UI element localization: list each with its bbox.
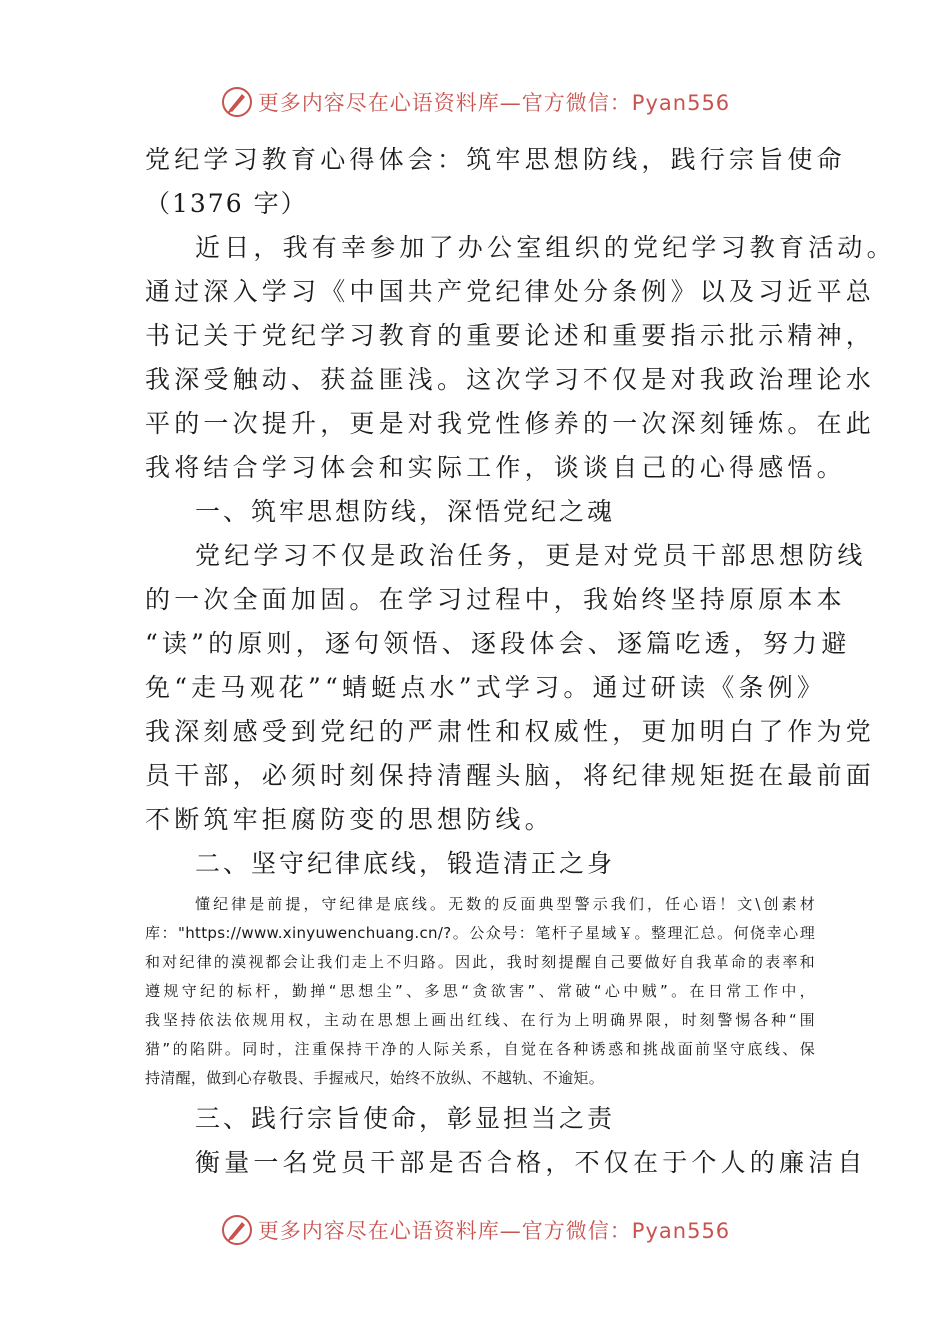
paragraph-line: 猎”的陷阱。同时，注重保持干净的人际关系，自觉在各种诱惑和挑战面前坚守底线、保 xyxy=(145,1040,815,1058)
section-1-paragraph xyxy=(145,534,876,842)
paragraph-line: 书记关于党纪学习教育的重要论述和重要指示批示精神， xyxy=(145,321,876,350)
paragraph-line: 我将结合学习体会和实际工作，谈谈自己的心得感悟。 xyxy=(145,453,846,482)
paragraph-line: 免“走马观花”“蜻蜓点水”式学习。通过研读《条例》 xyxy=(145,673,827,702)
document-title-wordcount: （1376 字） xyxy=(145,189,308,218)
paragraph-line: 党纪学习不仅是政治任务，更是对党员干部思想防线 xyxy=(195,541,867,570)
document-body xyxy=(145,138,896,1185)
paragraph-line: 和对纪律的漠视都会让我们走上不归路。因此，我时刻提醒自己要做好自我革命的表率和 xyxy=(145,953,815,971)
paragraph-line: 我深刻感受到党纪的严肃性和权威性，更加明白了作为党 xyxy=(145,717,876,746)
paragraph-line: 我深受触动、获益匪浅。这次学习不仅是对我政治理论水 xyxy=(145,365,876,394)
paragraph-line: “读”的原则，逐句领悟、逐段体会、逐篇吃透，努力避 xyxy=(145,629,851,658)
paragraph-line: 通过深入学习《中国共产党纪律处分条例》以及习近平总 xyxy=(145,277,876,306)
pen-circle-icon xyxy=(220,1213,254,1247)
footer-banner xyxy=(0,1208,950,1252)
pen-circle-icon xyxy=(220,85,254,119)
paragraph-line: 库："https://www.xinyuwenchuang.cn/?。公众号：笔杆子星域￥。整理汇总。何侥幸心理 xyxy=(145,924,815,942)
paragraph-line: 衡量一名党员干部是否合格，不仅在于个人的廉洁自 xyxy=(195,1148,867,1177)
header-banner xyxy=(0,80,950,124)
paragraph-line: 我坚持依法依规用权，主动在思想上画出红线、在行为上明确界限，时刻警惕各种“围 xyxy=(145,1011,815,1029)
section-heading-2: 二、坚守纪律底线，锻造清正之身 xyxy=(195,849,616,878)
banner-text: 更多内容尽在心语资料库—官方微信：Pyan556 xyxy=(257,91,731,115)
paragraph-line: 不断筑牢拒腐防变的思想防线。 xyxy=(145,805,554,834)
paragraph-line: 遵规守纪的标杆，勤掸“思想尘”、多思“贪欲害”、常破“心中贼”。在日常工作中， xyxy=(145,982,815,1000)
document-title: 党纪学习教育心得体会：筑牢思想防线，践行宗旨使命 xyxy=(145,145,846,174)
section-heading-3: 三、践行宗旨使命，彰显担当之责 xyxy=(195,1104,616,1133)
paragraph-line: 持清醒，做到心存敬畏、手握戒尺，始终不放纵、不越轨、不逾矩。 xyxy=(145,1069,605,1087)
section-2-paragraph xyxy=(145,890,815,1093)
paragraph-line: 员干部，必须时刻保持清醒头脑，将纪律规矩挺在最前面 xyxy=(145,761,876,790)
section-heading-1: 一、筑牢思想防线，深悟党纪之魂 xyxy=(195,497,616,526)
intro-paragraph xyxy=(145,226,896,490)
paragraph-line: 懂纪律是前提，守纪律是底线。无数的反面典型警示我们，任心语！文\创素材 xyxy=(195,895,815,913)
banner-text: 更多内容尽在心语资料库—官方微信：Pyan556 xyxy=(257,1219,731,1243)
paragraph-line: 的一次全面加固。在学习过程中，我始终坚持原原本本 xyxy=(145,585,846,614)
paragraph-line: 近日，我有幸参加了办公室组织的党纪学习教育活动。 xyxy=(195,233,896,262)
paragraph-line: 平的一次提升，更是对我党性修养的一次深刻锤炼。在此 xyxy=(145,409,876,438)
